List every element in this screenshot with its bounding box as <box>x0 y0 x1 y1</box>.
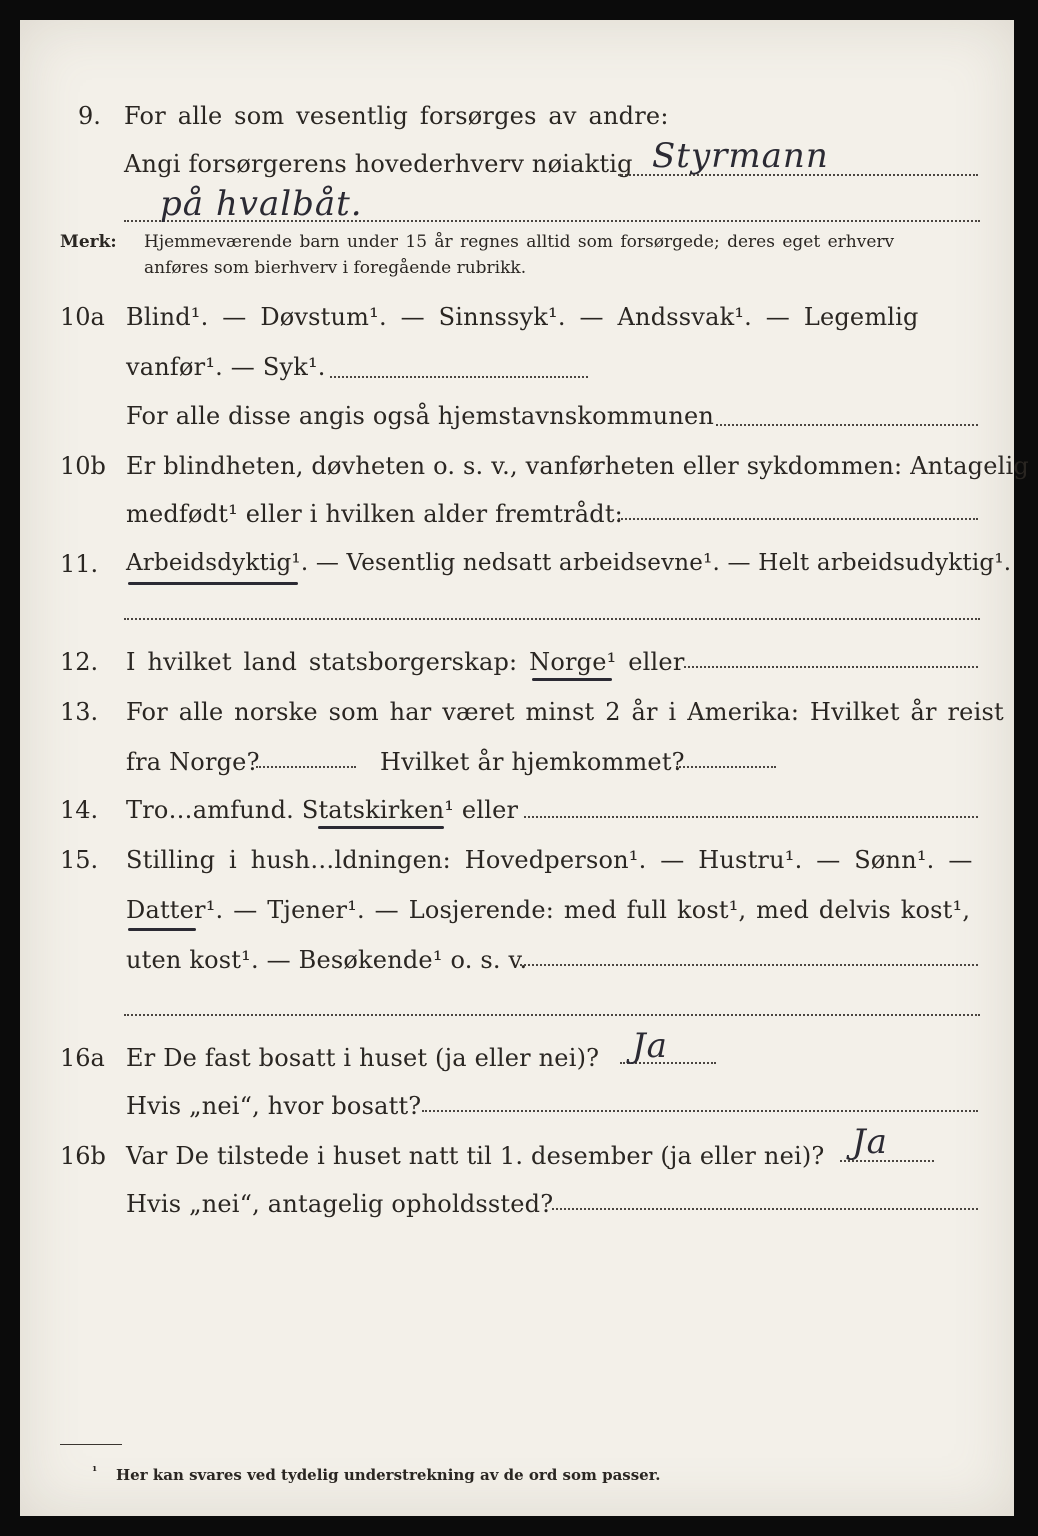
q14-answer-line <box>524 816 978 818</box>
q11-line1: Arbeidsdyktig¹. — Vesentlig nedsatt arbeidsevne¹. — Helt arbeidsudyktig¹. <box>126 550 1012 576</box>
q16a-number: 16a <box>60 1044 105 1072</box>
q9-line2: Angi forsørgerens hovederhverv nøiaktig <box>124 150 633 178</box>
q13-line1: For alle norske som har været minst 2 år i Amerika: Hvilket år reist <box>126 698 1004 726</box>
q10a-line3: For alle disse angis også hjemstavnskommunen <box>126 402 715 430</box>
q10a-number: 10a <box>60 303 105 331</box>
q10b-answer-line <box>618 518 978 520</box>
merk-label: Merk: <box>60 232 117 252</box>
q13-line2b: Hvilket år hjemkommet? <box>380 748 685 776</box>
merk-line2: anføres som bierhverv i foregående rubrikk. <box>144 258 527 278</box>
q9-line1: For alle som vesentlig forsørges av andre: <box>124 102 669 130</box>
q10b-line1: Er blindheten, døvheten o. s. v., vanførheten eller sykdommen: Antagelig <box>126 452 1029 480</box>
footnote-mark: ¹ <box>92 1464 98 1478</box>
q9-handwritten-answer1: Styrmann <box>652 136 829 176</box>
q15-underline-datter <box>128 928 196 931</box>
q16a-line1: Er De fast bosatt i huset (ja eller nei)? <box>126 1044 600 1072</box>
q16b-handwritten-answer: Ja <box>852 1122 888 1162</box>
footnote-rule <box>60 1444 122 1445</box>
census-form-page <box>20 20 1029 1516</box>
q11-answer-line <box>124 618 980 620</box>
q15-answer-line <box>520 964 978 966</box>
q15-line3: uten kost¹. — Besøkende¹ o. s. v. <box>126 946 528 974</box>
q16b-number: 16b <box>60 1142 106 1170</box>
q10a-hjemstavn-line <box>716 424 978 426</box>
q15-answer-line2 <box>124 1014 980 1016</box>
q11-underline-arbeidsdyktig <box>128 582 298 585</box>
q12-number: 12. <box>60 648 99 676</box>
q13-number: 13. <box>60 698 99 726</box>
q14-line1: Tro…amfund. Statskirken¹ eller <box>126 796 519 824</box>
q10a-line2: vanfør¹. — Syk¹. <box>126 353 326 381</box>
q12-underline-norge <box>532 678 612 681</box>
q15-line1: Stilling i hush…ldningen: Hovedperson¹. — Hustru¹. — Sønn¹. — <box>126 846 973 874</box>
q16b-line2: Hvis „nei“, antagelig opholdssted? <box>126 1190 554 1218</box>
q14-underline-statskirken <box>318 826 444 829</box>
q15-number: 15. <box>60 846 99 874</box>
q13-line2a: fra Norge? <box>126 748 260 776</box>
q9-handwritten-answer2: på hvalbåt. <box>160 184 363 224</box>
q16a-line2: Hvis „nei“, hvor bosatt? <box>126 1092 422 1120</box>
q13-hjemkommet-line <box>676 766 776 768</box>
q10b-number: 10b <box>60 452 106 480</box>
footnote-text: Her kan svares ved tydelig understrekning av de ord som passer. <box>116 1466 661 1484</box>
q16a-bosatt-line <box>422 1110 978 1112</box>
merk-line1: Hjemmeværende barn under 15 år regnes alltid som forsørgede; deres eget erhverv <box>144 232 895 252</box>
q11-number: 11. <box>60 550 99 578</box>
q14-number: 14. <box>60 796 99 824</box>
q16b-line1: Var De tilstede i huset natt til 1. desember (ja eller nei)? <box>126 1142 825 1170</box>
q10a-answer-line <box>330 376 588 378</box>
q10a-line1: Blind¹. — Døvstum¹. — Sinnssyk¹. — Andssvak¹. — Legemlig <box>126 303 919 331</box>
q9-number: 9. <box>78 102 101 130</box>
q12-answer-line <box>684 666 978 668</box>
q10b-line2: medfødt¹ eller i hvilken alder fremtrådt: <box>126 500 623 528</box>
q12-line1: I hvilket land statsborgerskap: Norge¹ eller <box>126 648 685 676</box>
q15-line2: Datter¹. — Tjener¹. — Losjerende: med full kost¹, med delvis kost¹, <box>126 896 971 924</box>
q16b-opholdssted-line <box>552 1208 978 1210</box>
q16a-handwritten-answer: Ja <box>632 1026 668 1066</box>
q13-reist-line <box>256 766 356 768</box>
